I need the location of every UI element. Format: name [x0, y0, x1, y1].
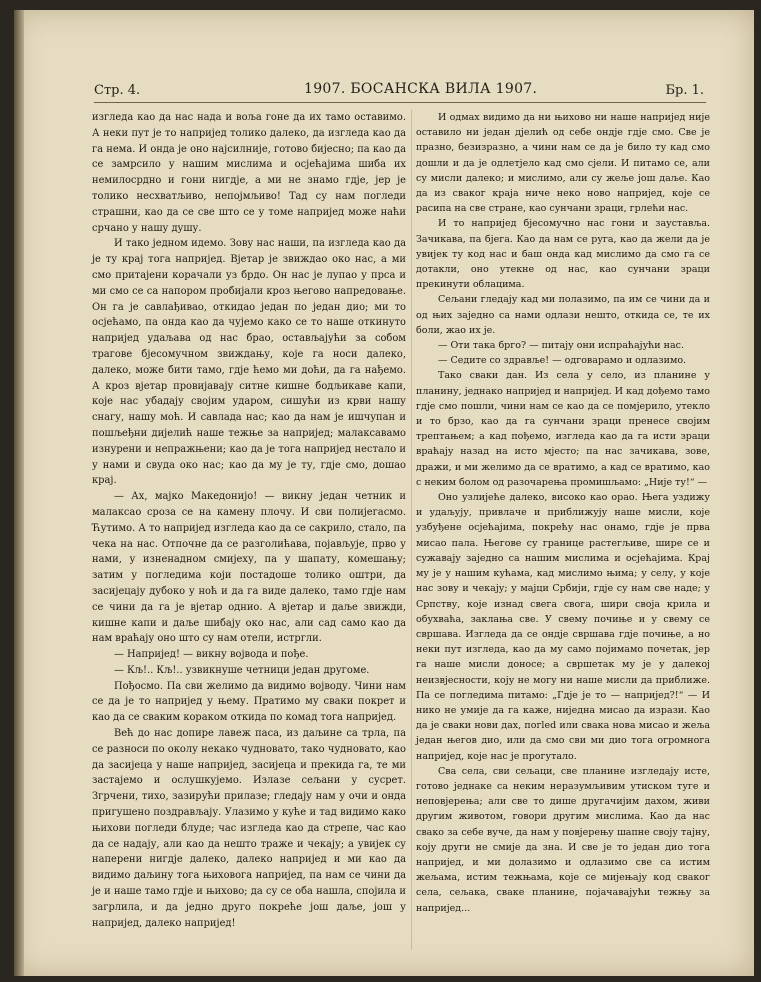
paragraph: И то напријед бјесомучно нас гони и зауставља. Зачикава, па бјега. Као да нам се руга, као да жели да је увијек ту код нас и баш онда кад мислимо да смо га се дотакли, оно утекне од нас, као сунчани зраци прекинути облацима. — [416, 218, 710, 291]
paragraph: Оно узлијеће далеко, високо као орао. Њега уздижу и удаљују, привлаче и приближују наше мисли, које узбуђене осјећајима, покрећу нас онамо, гдје је прва мисао пала. Његове су границе растегљиве, шире се и сужавају заједно са нашим мислима и осјећајима. Крај му је у нашим кућама, кад мислимо њима; у селу, у које нас зову и чекају; у мајци Србији, гдје су нам све наде; у Српству, које изнад свега свога, шири своја крила и обухваћа, заклања све. У свему почиње и у свему се свршава. Изгледа да се ондје свршава гдје почиње, а но неки пут изгледа, као да му само појимамо почетак, јер га наше мисли доносе; а свршетак му је у далекој неизвјесности, коју не могу ни наше мисли да приближе. Па се погледима питамо: „Гдје је то — напријед?!“ — И нико не умије да га каже, ниједна мисао да изрази. Као да је сваки нови дах, погled или свака нова мисао и жеља један његов дио, или да смо сви ми дио тога огромнога напријед, које нас је прогутало. — [416, 492, 710, 762]
paragraph: — Седите со здравље! — одговарамо и одлазимо. — [438, 355, 687, 367]
paragraph: — Кљ!.. Кљ!.. узвикнуше четници један другоме. — [114, 664, 370, 676]
paragraph: — Ах, мајко Македонијо! — викну један четник и малаксао сроза се на камену плочу. И сви полијегасмо. Ћутимо. А то напријед изгледа као да се сакрило, стало, па чека на нас. Отпочнe да се разголићава, појављује, прво у нами, у изненадном смијеху, па у шапату, комешању; затим у погледима који постадоше толико оштри, да засијецају дубоко у ноћ и да га виде далеко, тамо гдје нам се чини да га је вјетар однио. А вјетар и даље звижди, кишне капи и даље шибају око нас, али сад само као да нам враћају оно што су нам отели, истргли. — [92, 491, 406, 645]
paragraph: И одмах видимо да ни њихово ни наше напријед није оставило ни један дјелић од себе ондје гдје смо. Све је празно, безизразно, а чини нам се да је било ту кад смо дошли и да је одлетјело кад смо сјели. И питамо се, али су мисли далеко; и мислимо, али су жеље још даље. Као да из сваког краја ниче неко ново напријед, које се расипа на све стране, као сунчани зраци, грлећи нас. — [416, 112, 710, 215]
paragraph: И тако једном идемо. Зову нас наши, па изгледа као да је ту крај тога напријед. Вјетар је звиждао око нас, а ми смо притајени корачали уз брдо. Он нас је лупао у прса и ми смо се са напором пробијали кроз његово напредовање. Он га је савлађивао, откидао један по један дио; ми то осјећамо, па онда као да чујемо како се то наше откинуто напријед удаљава од нас браo, остављајући за собом трагове бјесомучном звиждању, које га носи далеко, далеко, може бити тамо, гдје ћемо ми доћи, да га нађемо. А кроз вјетар провијавају ситне кишне бодљикаве капи, које нас убадају својим ударом, сишући из крви нашу снагу, нашу моћ. И савлада нас; као да нам је ишчупан и пошљеђни дијелић наше тежње за напријед; малаксавамо изнурени и непражњени; као да је тога напријед нестало и у нами и свуда око нас; као да му је ту, гдје смо, дошао крај. — [92, 238, 406, 487]
paragraph: Сељани гледају кад ми полазимо, па им се чини да и од њих заједно са нами одлази нешто, откида се, те их боли, жао их је. — [416, 294, 710, 336]
page-binding-edge — [14, 10, 24, 976]
paragraph: Тако сваки дан. Из села у село, из планине у планину, једнако напријед и напријед. И кад дођемо тамо гдје смо пошли, чини нам се као да се помјерило, утекло и то брзо, као да га сунчани зраци пренесе својим трептањем; а кад пођемо, изгледа као да га исти зраци враћају назад на исто мјесто; па нас зачикава, зове, дражи, и ми желимо да се вратимо, а кад се вратимо, као с неким болом од разочарења промишљамо: „Није ту!“ — — [416, 370, 710, 488]
right-text-column — [416, 110, 710, 916]
paragraph: Већ до нас допире лавеж паса, из даљине са трла, па се разноси по околу некако чудновато, тако чудновато, као да засијеца у наше напријед, засијеца и прекида га, те ми застајемо и ослушкујемо. Излазе сељани у сусрет. Згрчени, тихо, зазирући прилазе; гледају нам у очи и онда пригушено поздрављају. Улазимо у куће и тад видимо како њихови погледи блуде; час изгледа као да стрепе, час као да се надају, али као да нешто траже и чекају; а увијек су наперени нигдје далеко, далеко напријед и ми као да видимо даљину тога њиховога напријед, па нам се чини да је и наше тамо гдје и њихово; да су се оба нашла, спојила и загрлила, и да једно друго покреће још даље, још у напријед, далеко напријед! — [92, 728, 406, 929]
paragraph: — Оти така брго? — питају они испраћајући нас. — [438, 340, 684, 352]
paragraph: — Напријед! — викну војвода и пође. — [114, 649, 309, 661]
issue-number-label: Бр. 1. — [665, 83, 704, 98]
paragraph: Сва села, сви сељаци, све планине изгледају исте, готово једнаке са неким неразумљивим утиском туге и неповјерења; али све то дише другачијим дахом, живи другим животом, говори другим мислима. Као да нас свако за себе вуче, да нам у повјерењу шапне своју тајну, коју други не смије да зна. И све је то један дио тога напријед, и ми долазимо и одлазимо све са истим жељама, истим тежњама, које се мијењају код сваког села, сељака, сваке планине, појачавајући тежњу за напријед... — [416, 765, 710, 914]
publication-title: 1907. БОСАНСКА ВИЛА 1907. — [304, 81, 538, 97]
page-number-label: Стр. 4. — [94, 83, 141, 98]
header-divider — [94, 102, 706, 103]
left-text-column — [92, 110, 406, 931]
column-divider — [411, 110, 412, 950]
newspaper-page — [14, 10, 754, 976]
paragraph: Пођосмо. Па сви желимо да видимо војводу. Чини нам се да је то напријед у њему. Пратимо му сваки покрет и као да се сваким кораком откида по комад тога напријед. — [92, 680, 406, 724]
page-header — [94, 81, 704, 103]
paragraph: изгледа као да нас нада и воља гоне да их тамо оставимо. А неки пут је то напријед толико далеко, да изгледа као да га нема. И онда је оно најсилније, готово бијесно; па као да се замрсило у нашим мислима и осјећајима шиба их немилосрдно и гони нигдје, а ми не знамо гдје, јер је толико несхватљиво, непојмљиво! Тад су нам погледи страшни, као да се све што се у томе напријед може наћи срчано у нашу душу. — [92, 112, 406, 234]
